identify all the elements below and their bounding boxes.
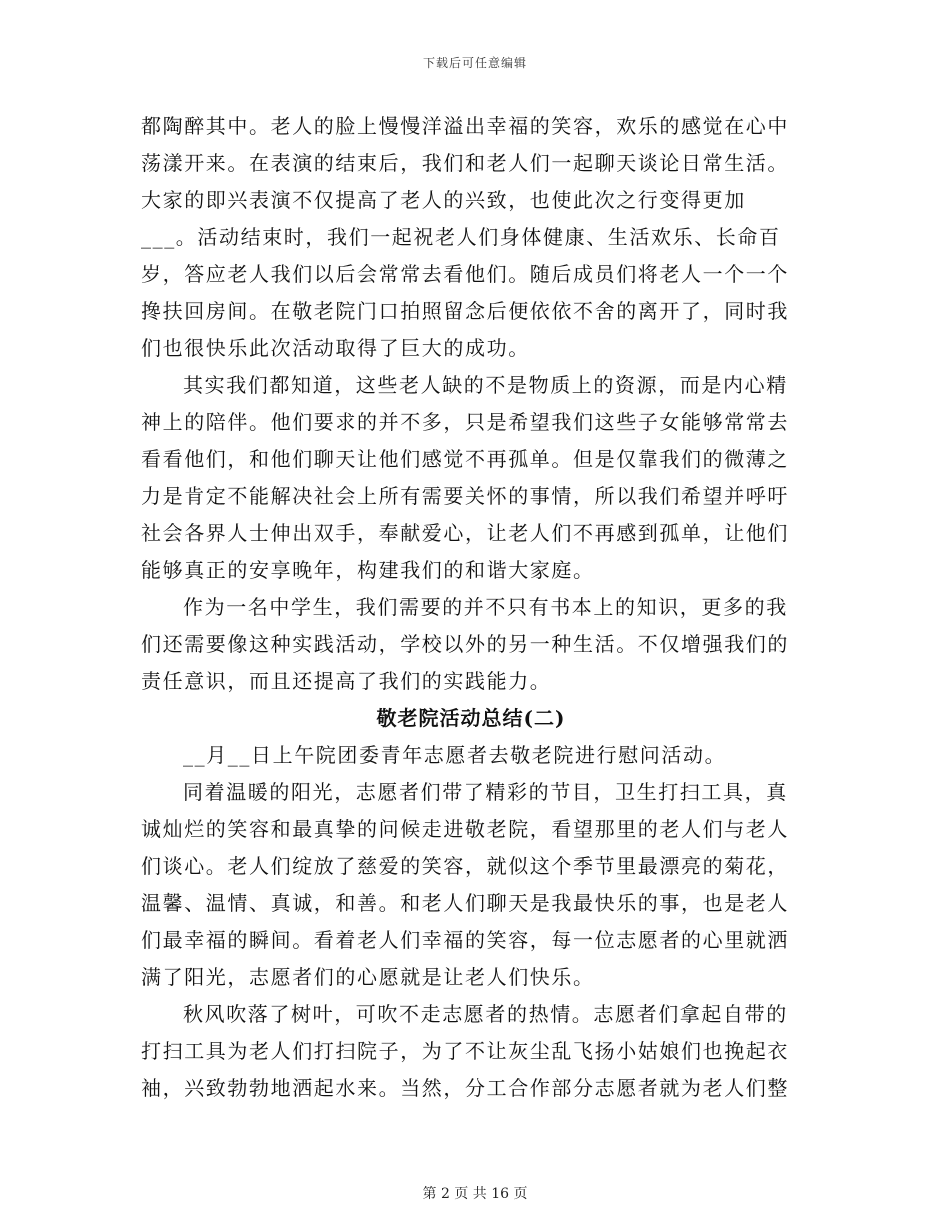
- document-body: [141, 108, 801, 1107]
- section-title: 敬老院活动总结(二): [376, 706, 566, 730]
- paragraph: 同着温暖的阳光，志愿者们带了精彩的节目，卫生打扫工具，真诚灿烂的笑容和最真挚的问候走进敬老院，看望那里的老人们与老人们谈心。老人们绽放了慈爱的笑容，就似这个季节里最漂亮的菊花，温馨、温情、真诚，和善。和老人们聊天是我最快乐的事，也是老人们最幸福的瞬间。看着老人们幸福的笑容，每一位志愿者的心里就洒满了阳光，志愿者们的心愿就是让老人们快乐。: [141, 780, 789, 989]
- page-number-footer: 第 2 页 共 16 页: [422, 1186, 528, 1202]
- paragraph: 秋风吹落了树叶，可吹不走志愿者的热情。志愿者们拿起自带的打扫工具为老人们打扫院子，为了不让灰尘乱飞扬小姑娘们也挽起衣袖，兴致勃勃地洒起水来。当然，分工合作部分志愿者就为老人们整: [141, 1002, 789, 1100]
- paragraph: 其实我们都知道，这些老人缺的不是物质上的资源，而是内心精神上的陪伴。他们要求的并不多，只是希望我们这些子女能够常常去看看他们，和他们聊天让他们感觉不再孤单。但是仅靠我们的微薄之力是肯定不能解决社会上所有需要关怀的事情，所以我们希望并呼吁社会各界人士伸出双手，奉献爱心，让老人们不再感到孤单，让他们能够真正的安享晚年，构建我们的和谐大家庭。: [141, 373, 789, 582]
- paragraph: __月__日上午院团委青年志愿者去敬老院进行慰问活动。: [183, 743, 727, 767]
- page-header: 下载后可任意编辑: [422, 56, 527, 70]
- paragraph: 作为一名中学生，我们需要的并不只有书本上的知识，更多的我们还需要像这种实践活动，学校以外的另一种生活。不仅增强我们的责任意识，而且还提高了我们的实践能力。: [141, 595, 789, 693]
- paragraph-continued: 都陶醉其中。老人的脸上慢慢洋溢出幸福的笑容，欢乐的感觉在心中荡漾开来。在表演的结束后，我们和老人们一起聊天谈论日常生活。大家的即兴表演不仅提高了老人的兴致，也使此次之行变得更加___。活动结束时，我们一起祝老人们身体健康、生活欢乐、长命百岁，答应老人我们以后会常常去看他们。随后成员们将老人一个一个搀扶回房间。在敬老院门口拍照留念后便依依不舍的离开了，同时我们也很快乐此次活动取得了巨大的成功。: [141, 114, 789, 360]
